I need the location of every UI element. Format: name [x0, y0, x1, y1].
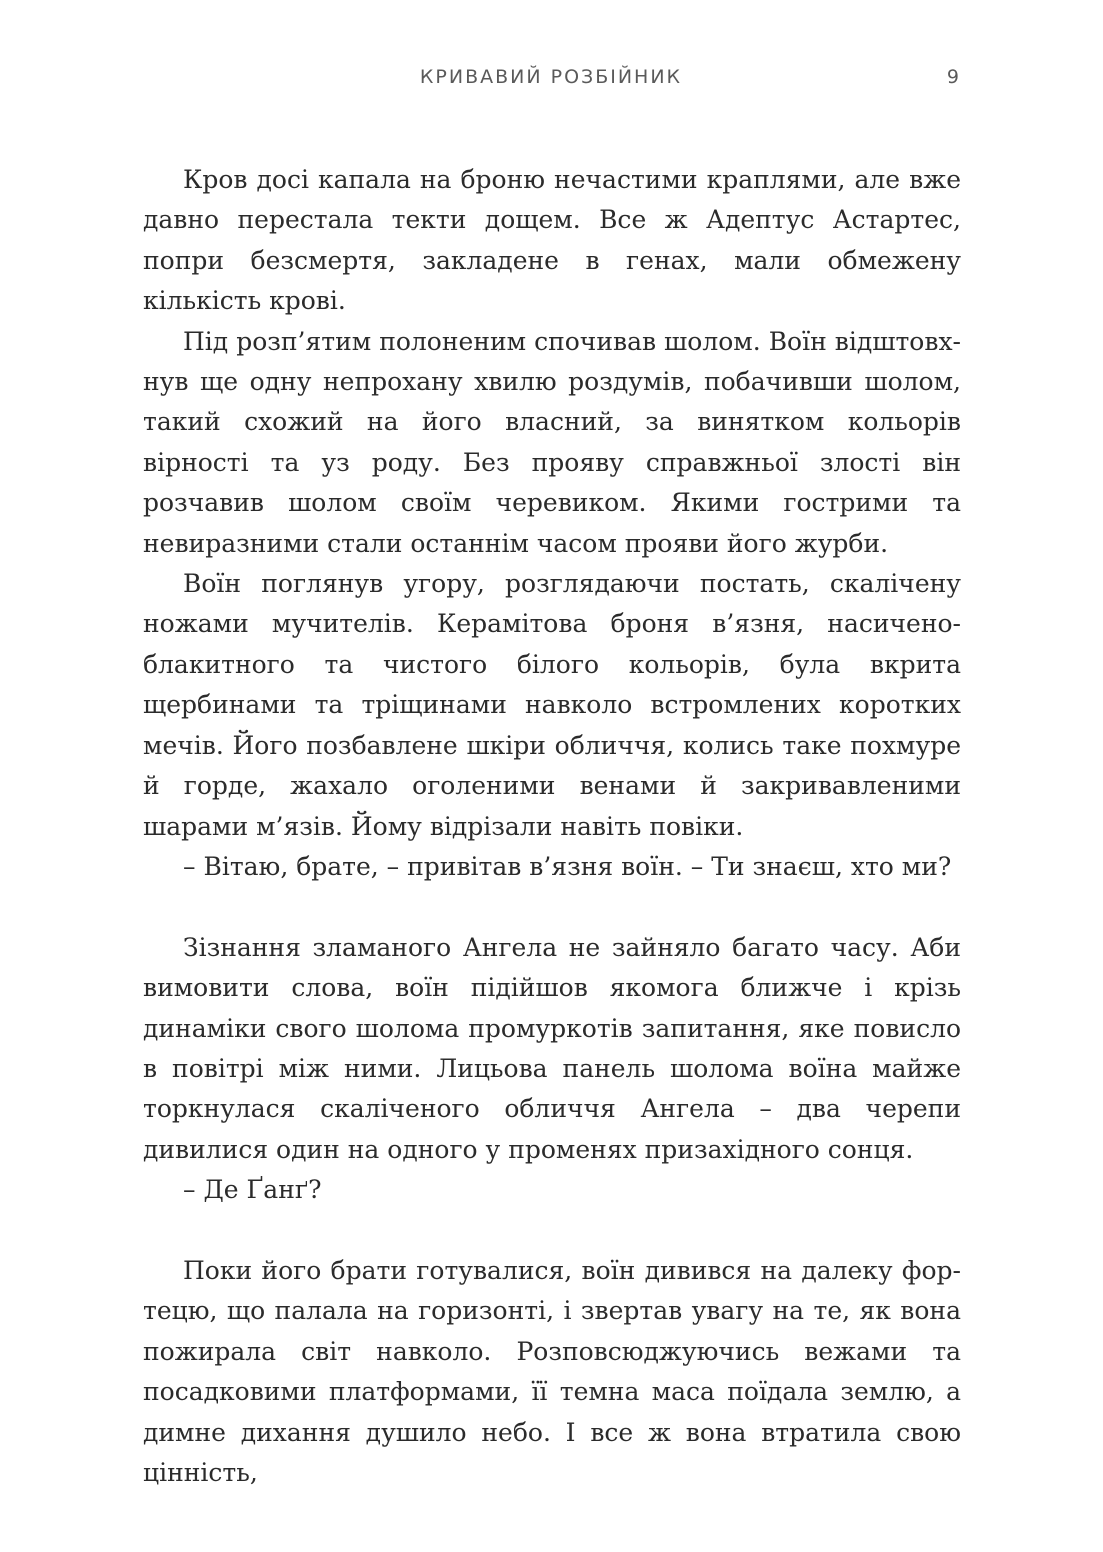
paragraph: Під розп’ятим полоненим спочивав шолом. Воїн відштовхнув ще одну непрохану хвилю роздумів, побачивши шолом, такий схожий на його власний, за винятком кольорів вірності та уз роду. Без прояву справжньої злості він розчавив шолом своїм черевиком. Якими гострими та невиразними стали останнім часом прояви його журби.: [143, 326, 961, 558]
section-2: [143, 928, 961, 1211]
paragraph: Воїн поглянув угору, розглядаючи постать, скалічену ножами мучителів. Керамітова броня в’язня, насичено-блакитного та чистого білого кольорів, була вкрита щербинами та тріщинами навколо встромлених коротких мечів. Його позбавлене шкіри обличчя, колись таке похмуре й горде, жахало оголеними венами й закривавленими шарами м’язів. Йому відрізали навіть повіки.: [143, 569, 961, 841]
page-number: 9: [946, 66, 959, 88]
running-head: [143, 66, 959, 92]
paragraph: Поки його брати готувалися, воїн дивився на далеку фортецю, що палала на горизонті, і звертав увагу на те, як вона пожирала світ навколо. Розповсюджуючись вежами та посадковими платформами, її темна маса поїдала землю, а димне дихання душило небо. І все ж вона втратила свою цінність,: [143, 1255, 961, 1487]
section-3: [143, 1251, 961, 1493]
dialogue-line: – Вітаю, брате, – привітав в’язня воїн. – Ти знаєш, хто ми?: [183, 851, 952, 881]
paragraph: Зізнання зламаного Ангела не зайняло багато часу. Аби вимовити слова, воїн підійшов якомога ближче і крізь динаміки свого шолома промуркотів запитання, яке повисло в повітрі між ними. Лицьова панель шолома воїна майже торкнулася скаліченого обличчя Ангела – два черепи дивилися один на одного у променях призахідного сонця.: [143, 932, 961, 1164]
book-title: КРИВАВИЙ РОЗБІЙНИК: [419, 66, 683, 88]
paragraph: Кров досі капала на броню нечастими краплями, але вже давно перестала текти дощем. Все ж Адептус Астартес, попри безсмертя, закладене в генах, мали обмежену кількість крові.: [143, 165, 961, 316]
section-1: [143, 160, 961, 887]
dialogue-line: – Де Ґанґ?: [183, 1175, 322, 1205]
text-body: [143, 160, 961, 1493]
